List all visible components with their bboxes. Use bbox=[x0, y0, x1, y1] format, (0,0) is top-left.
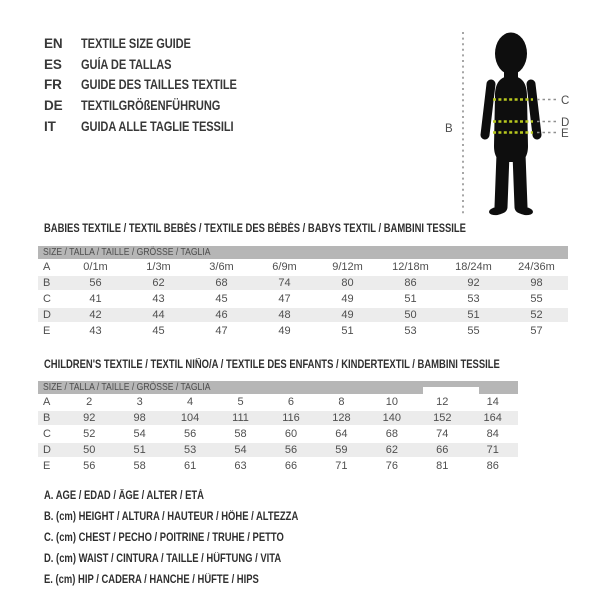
table-cell: 63 bbox=[234, 460, 247, 472]
legend-item-hip: E. (cm) HIP / CADERA / HANCHE / HÜFTE / HIPS bbox=[44, 574, 259, 586]
table-cell: 56 bbox=[284, 444, 298, 456]
lang-code: ES bbox=[44, 56, 62, 72]
table-row-e bbox=[38, 458, 518, 474]
table-cell: 45 bbox=[152, 325, 165, 337]
measurement-figure bbox=[438, 18, 590, 230]
lang-row-en bbox=[44, 33, 271, 54]
table-cell: 61 bbox=[183, 460, 197, 472]
row-label: A bbox=[43, 396, 51, 408]
table-cell: 116 bbox=[282, 412, 300, 424]
legend-item-age: A. AGE / EDAD / ÂGE / ALTER / ETÀ bbox=[44, 490, 204, 503]
chest-measure-label: C bbox=[561, 95, 570, 107]
table-cell: 98 bbox=[530, 277, 543, 289]
height-measure-label: B bbox=[445, 123, 453, 135]
legend-item-chest: C. (cm) CHEST / PECHO / POITRINE / TRUHE / PETTO bbox=[44, 532, 284, 545]
table-cell: 140 bbox=[382, 412, 402, 424]
table-cell: 66 bbox=[284, 460, 298, 472]
measurement-legend bbox=[44, 486, 354, 590]
table-cell: 74 bbox=[278, 277, 291, 289]
table-cell: 52 bbox=[530, 309, 543, 321]
table-cell: 47 bbox=[215, 325, 228, 337]
table-cell: 51 bbox=[467, 309, 480, 321]
table-cell: 18/24m bbox=[455, 261, 492, 273]
table-row-a bbox=[38, 259, 568, 275]
table-cell: 51 bbox=[133, 444, 146, 456]
table-cell: 10 bbox=[385, 396, 398, 408]
table-cell: 68 bbox=[215, 277, 228, 289]
table-cell: 6 bbox=[287, 396, 295, 408]
lang-title: GUÍA DE TALLAS bbox=[81, 56, 172, 72]
table-cell: 46 bbox=[215, 309, 228, 321]
table-cell: 81 bbox=[436, 460, 449, 472]
table-cell: 52 bbox=[83, 428, 96, 440]
table-row-d bbox=[38, 307, 568, 323]
babies-size-table bbox=[38, 246, 568, 339]
table-cell: 92 bbox=[83, 412, 96, 424]
table-cell: 74 bbox=[436, 428, 449, 440]
table-cell: 51 bbox=[404, 293, 417, 305]
table-cell: 104 bbox=[180, 412, 200, 424]
size-header-row: SIZE / TALLA / TAILLE / GRÖSSE / TAGLIA bbox=[38, 246, 568, 259]
table-cell: 3/6m bbox=[209, 261, 234, 273]
table-cell: 62 bbox=[152, 277, 165, 289]
table-cell: 43 bbox=[89, 325, 102, 337]
row-label: C bbox=[43, 293, 51, 305]
table-cell: 49 bbox=[278, 325, 291, 337]
children-size-table bbox=[38, 381, 518, 474]
table-cell: 51 bbox=[341, 325, 354, 337]
row-label: B bbox=[43, 277, 51, 289]
table-cell: 92 bbox=[467, 277, 480, 289]
waist-measure-label: D bbox=[561, 117, 570, 129]
table-cell: 111 bbox=[232, 412, 249, 424]
table-cell: 62 bbox=[385, 444, 398, 456]
lang-row-fr bbox=[44, 74, 271, 95]
babies-table-title: BABIES TEXTILE / TEXTIL BEBÉS / TEXTILE DES BÉBÉS / BABYS TEXTIL / BAMBINI TESSILE bbox=[44, 223, 466, 235]
table-cell: 14 bbox=[486, 396, 499, 408]
table-cell: 42 bbox=[89, 309, 102, 321]
table-cell: 55 bbox=[467, 325, 480, 337]
table-cell: 49 bbox=[341, 309, 354, 321]
table-cell: 8 bbox=[338, 396, 345, 408]
table-cell: 53 bbox=[404, 325, 417, 337]
table-cell: 50 bbox=[404, 309, 417, 321]
table-cell: 2 bbox=[86, 396, 93, 408]
row-label: A bbox=[43, 261, 51, 273]
table-cell: 0/1m bbox=[83, 261, 108, 273]
table-cell: 43 bbox=[152, 293, 165, 305]
size-header-row: SIZE / TALLA / TAILLE / GRÖSSE / TAGLIA bbox=[38, 381, 518, 394]
table-cell: 56 bbox=[83, 460, 96, 472]
table-cell: 86 bbox=[404, 277, 417, 289]
row-label: C bbox=[43, 428, 51, 440]
table-cell: 55 bbox=[530, 293, 543, 305]
language-title-list bbox=[44, 33, 271, 136]
row-label: D bbox=[43, 444, 51, 456]
table-cell: 56 bbox=[89, 277, 102, 289]
lang-code: IT bbox=[44, 118, 56, 134]
lang-code: DE bbox=[44, 97, 63, 113]
table-row-a bbox=[38, 394, 518, 410]
lang-row-de bbox=[44, 95, 271, 116]
table-cell: 76 bbox=[385, 460, 398, 472]
table-row-c bbox=[38, 291, 568, 307]
lang-code: FR bbox=[44, 77, 62, 93]
table-cell: 71 bbox=[335, 460, 348, 472]
table-cell: 60 bbox=[284, 428, 298, 440]
table-cell: 64 bbox=[335, 428, 348, 440]
table-cell: 80 bbox=[341, 277, 354, 289]
table-cell: 44 bbox=[152, 309, 165, 321]
table-cell: 53 bbox=[183, 444, 197, 456]
lang-row-it bbox=[44, 116, 271, 137]
row-label: E bbox=[43, 325, 51, 337]
lang-code: EN bbox=[44, 35, 63, 51]
table-cell: 66 bbox=[436, 444, 449, 456]
table-cell: 49 bbox=[341, 293, 354, 305]
table-cell: 3 bbox=[136, 396, 143, 408]
table-cell: 54 bbox=[234, 444, 247, 456]
table-cell: 4 bbox=[187, 396, 194, 408]
table-cell: 45 bbox=[215, 293, 228, 305]
table-cell: 152 bbox=[433, 412, 452, 424]
table-cell: 164 bbox=[483, 412, 502, 424]
table-cell: 58 bbox=[133, 460, 146, 472]
table-cell: 58 bbox=[234, 428, 247, 440]
table-cell: 56 bbox=[183, 428, 197, 440]
lang-title: GUIDE DES TAILLES TEXTILE bbox=[81, 77, 237, 93]
table-cell: 57 bbox=[530, 325, 543, 337]
table-row-e bbox=[38, 323, 568, 339]
table-cell: 24/36m bbox=[518, 261, 555, 273]
table-cell: 41 bbox=[89, 293, 102, 305]
row-label: B bbox=[43, 412, 51, 424]
lang-title: TEXTILGRÖßENFÜHRUNG bbox=[81, 97, 221, 113]
table-cell: 54 bbox=[133, 428, 146, 440]
row-label: E bbox=[43, 460, 51, 472]
table-cell: 47 bbox=[278, 293, 291, 305]
table-cell: 68 bbox=[385, 428, 398, 440]
hip-measure-label: E bbox=[561, 128, 569, 140]
table-cell: 71 bbox=[486, 444, 499, 456]
table-row-c bbox=[38, 426, 518, 442]
legend-item-waist: D. (cm) WAIST / CINTURA / TAILLE / HÜFTUNG / VITA bbox=[44, 553, 282, 566]
lang-row-es bbox=[44, 54, 271, 75]
lang-title: TEXTILE SIZE GUIDE bbox=[81, 35, 191, 51]
row-label: D bbox=[43, 309, 51, 321]
table-cell: 84 bbox=[486, 428, 499, 440]
table-row-b bbox=[38, 410, 518, 426]
table-cell: 86 bbox=[486, 460, 499, 472]
table-cell: 98 bbox=[133, 412, 146, 424]
table-cell: 53 bbox=[467, 293, 480, 305]
children-table-title: CHILDREN'S TEXTILE / TEXTIL NIÑO/A / TEXTILE DES ENFANTS / KINDERTEXTIL / BAMBINI TESSILE bbox=[44, 359, 500, 371]
table-cell: 59 bbox=[335, 444, 348, 456]
child-silhouette-icon bbox=[485, 33, 537, 217]
table-cell: 48 bbox=[278, 309, 291, 321]
table-cell: 1/3m bbox=[146, 261, 171, 273]
table-cell: 50 bbox=[83, 444, 96, 456]
table-row-d bbox=[38, 442, 518, 458]
lang-title: GUIDA ALLE TAGLIE TESSILI bbox=[81, 118, 234, 134]
table-cell: 12 bbox=[436, 396, 449, 408]
table-row-b bbox=[38, 275, 568, 291]
legend-item-height: B. (cm) HEIGHT / ALTURA / HAUTEUR / HÖHE / ALTEZZA bbox=[44, 511, 299, 524]
table-cell: 12/18m bbox=[392, 261, 429, 273]
table-cell: 5 bbox=[237, 396, 244, 408]
table-cell: 6/9m bbox=[272, 261, 297, 273]
header-white-notch bbox=[423, 387, 479, 394]
table-cell: 128 bbox=[332, 412, 351, 424]
table-cell: 9/12m bbox=[332, 261, 363, 273]
